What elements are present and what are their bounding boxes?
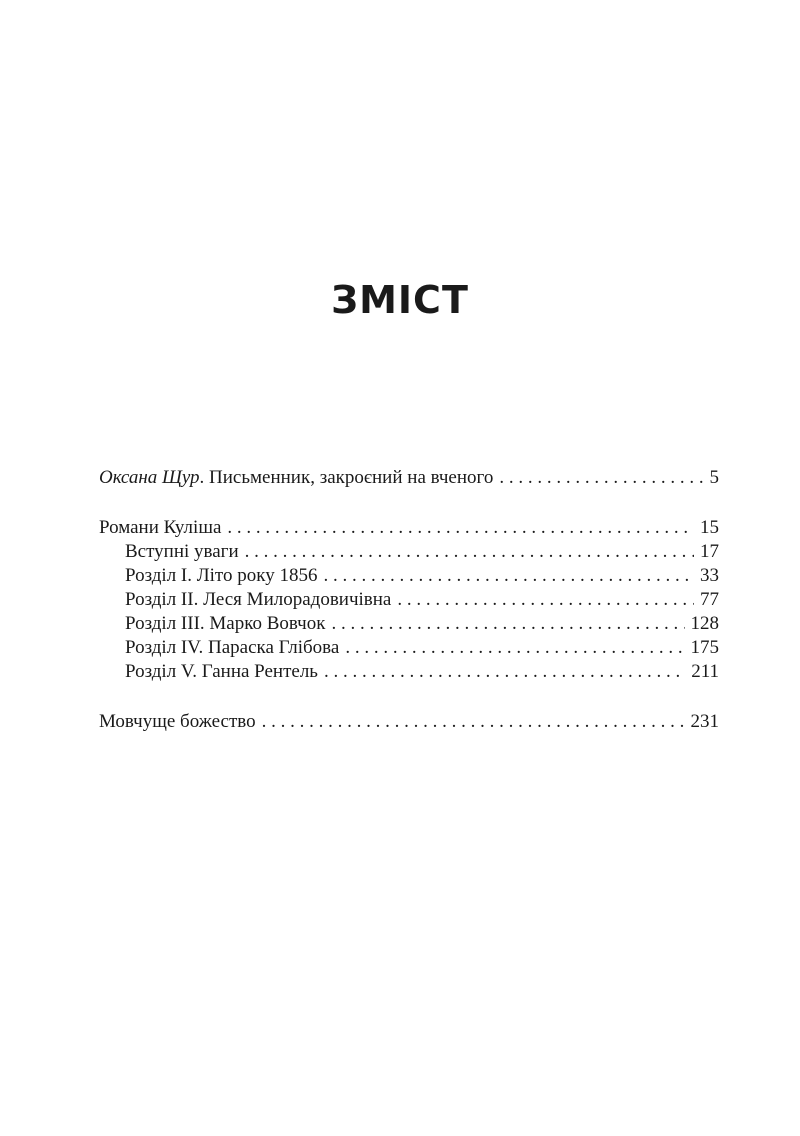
dot-leader [345, 636, 684, 660]
table-of-contents [99, 466, 719, 734]
toc-entry-title: Розділ І. Літо року 1856 [125, 565, 318, 586]
toc-entry-part2[interactable] [99, 710, 719, 734]
toc-entry-page: 17 [700, 541, 719, 562]
toc-entry-chapter[interactable] [99, 612, 719, 636]
dot-leader [397, 588, 694, 612]
dot-leader [331, 612, 684, 636]
toc-entry-intro[interactable] [99, 466, 719, 490]
toc-entry-title: Романи Куліша [99, 517, 222, 538]
toc-entry-title-text: . Письменник, закроєний на вченого [199, 467, 494, 488]
dot-leader [323, 564, 694, 588]
toc-entry-chapter[interactable] [99, 636, 719, 660]
toc-entry-author: Оксана Щур [99, 467, 200, 488]
toc-entry-page: 231 [690, 711, 719, 732]
toc-entry-chapter[interactable] [99, 540, 719, 564]
toc-entry-title: Розділ ІІІ. Марко Вовчок [125, 613, 326, 634]
toc-entry-page: 128 [690, 613, 719, 634]
toc-entry-chapter[interactable] [99, 660, 719, 684]
toc-entry-page: 175 [690, 637, 719, 658]
toc-entry-chapter[interactable] [99, 564, 719, 588]
toc-entry-chapter[interactable] [99, 588, 719, 612]
toc-entry-title: Вступні уваги [125, 541, 239, 562]
toc-entry-title: Розділ IV. Параска Глібова [125, 637, 340, 658]
toc-entry-page: 15 [700, 517, 719, 538]
toc-entry-part1[interactable] [99, 516, 719, 540]
dot-leader [245, 540, 694, 564]
toc-entry-title [99, 466, 493, 490]
toc-entry-page: 5 [709, 467, 719, 488]
toc-entry-page: 211 [691, 661, 719, 682]
page-title: ЗМІСТ [331, 278, 469, 322]
toc-entry-title: Розділ V. Ганна Рентель [125, 661, 318, 682]
toc-entry-page: 77 [700, 589, 719, 610]
dot-leader [227, 516, 694, 540]
toc-entry-title: Розділ ІІ. Леся Милорадовичівна [125, 589, 392, 610]
toc-entry-page: 33 [700, 565, 719, 586]
dot-leader [499, 466, 703, 490]
toc-entry-title: Мовчуще божество [99, 711, 256, 732]
dot-leader [262, 710, 685, 734]
dot-leader [324, 660, 685, 684]
